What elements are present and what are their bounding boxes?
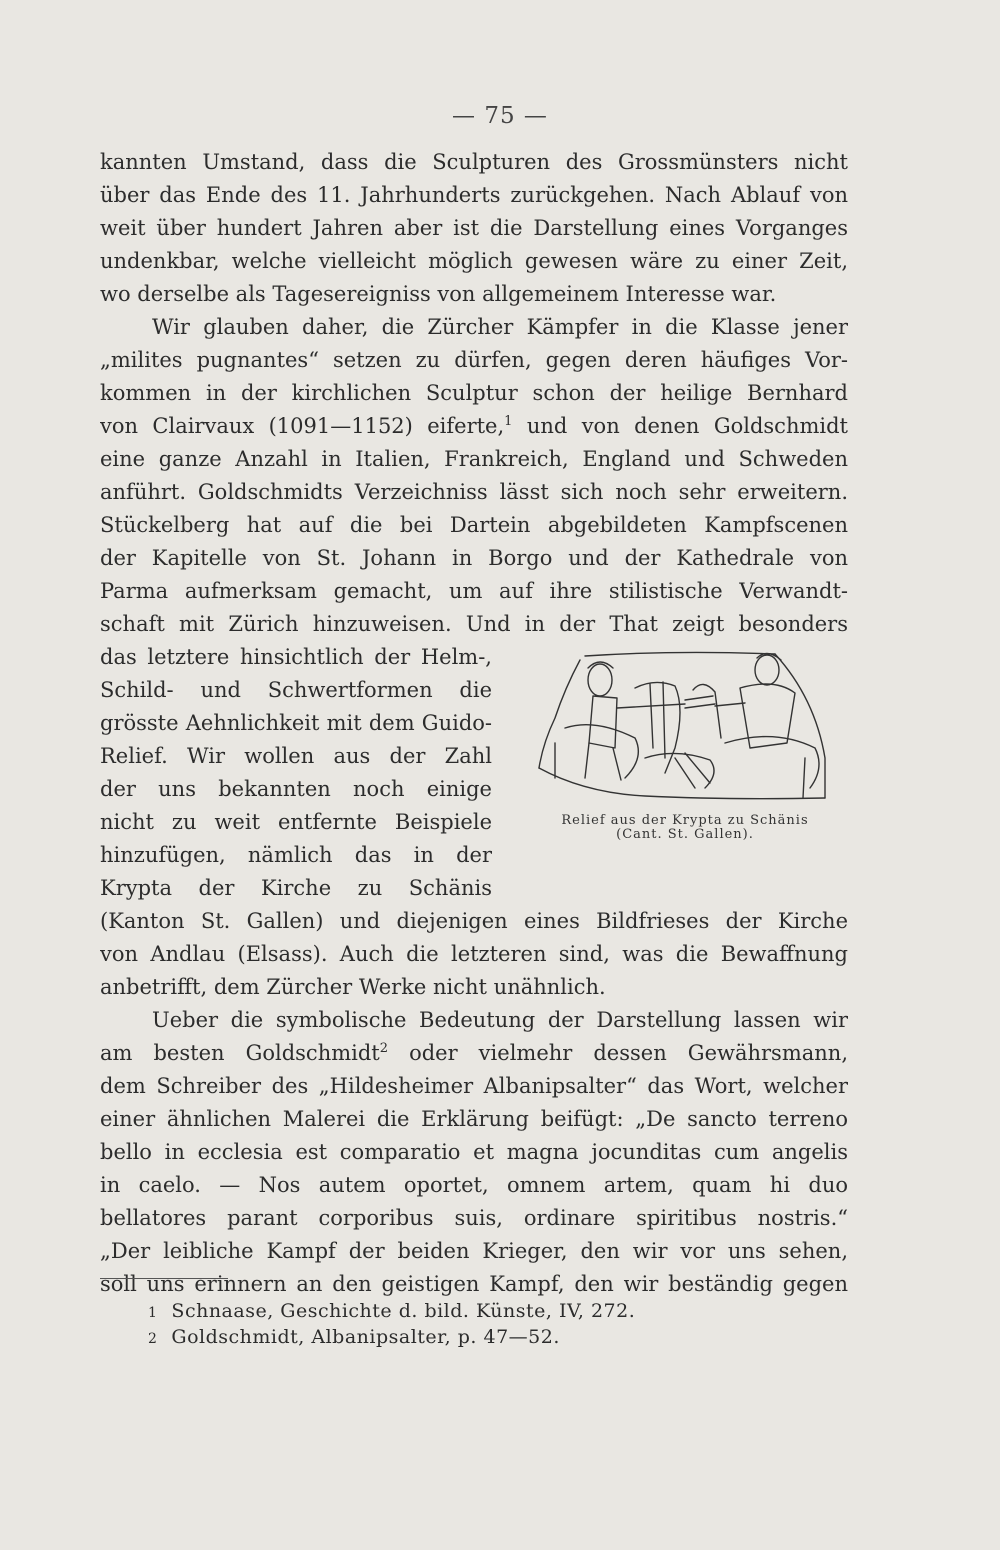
footnote-ref[interactable]: 1 [504, 414, 513, 429]
text-line: über das Ende des 11. Jahrhunderts zurückgehen. Nach Ablauf von [100, 183, 848, 207]
text-segment: und von denen Goldschmidt [526, 414, 848, 438]
text-segment: am besten Goldschmidt [100, 1041, 380, 1065]
text-line: soll uns erinnern an den geistigen Kampf, den wir beständig gegen [100, 1272, 848, 1296]
text-line: der Kapitelle von St. Johann in Borgo und der Kathedrale von [100, 546, 848, 570]
caption-line: Relief aus der Krypta zu Schänis [561, 813, 809, 828]
text-line: bello in ecclesia est comparatio et magna jocunditas cum angelis [100, 1140, 848, 1164]
text-line: anführt. Goldschmidts Verzeichniss lässt sich noch sehr erweitern. [100, 480, 848, 504]
text-line: „milites pugnantes“ setzen zu dürfen, gegen deren häufiges Vor- [100, 348, 848, 372]
text-line: Schild- und Schwertformen die [100, 678, 492, 702]
text-line: weit über hundert Jahren aber ist die Darstellung eines Vorganges [100, 216, 848, 240]
text-line-with-footnote-ref [100, 410, 848, 443]
footnote-mark: 1 [148, 1305, 158, 1321]
footnote-text: Goldschmidt, Albanipsalter, p. 47—52. [171, 1326, 560, 1348]
text-line: Stückelberg hat auf die bei Dartein abgebildeten Kampfscenen [100, 513, 848, 537]
text-line: bellatores parant corporibus suis, ordinare spiritibus nostris.“ [100, 1206, 848, 1230]
text-line: nicht zu weit entfernte Beispiele [100, 810, 492, 834]
text-line: (Kanton St. Gallen) und diejenigen eines Bildfrieses der Kirche [100, 909, 848, 933]
text-line: eine ganze Anzahl in Italien, Frankreich, England und Schweden [100, 447, 848, 471]
text-line: von Andlau (Elsass). Auch die letzteren sind, was die Bewaffnung [100, 942, 848, 966]
text-segment: oder vielmehr dessen Gewährsmann, [409, 1041, 848, 1065]
text-line: Ueber die symbolische Bedeutung der Darstellung lassen wir [152, 1008, 848, 1032]
footnote-divider [100, 1278, 228, 1279]
text-line: Relief. Wir wollen aus der Zahl [100, 744, 492, 768]
text-segment: von Clairvaux (1091—1152) eiferte, [100, 414, 505, 438]
text-line: schaft mit Zürich hinzuweisen. Und in der That zeigt besonders [100, 612, 848, 636]
text-line: kannten Umstand, dass die Sculpturen des Grossmünsters nicht [100, 150, 848, 174]
text-line: wo derselbe als Tagesereigniss von allgemeinem Interesse war. [100, 282, 777, 306]
relief-illustration [525, 648, 845, 808]
text-line: grösste Aehnlichkeit mit dem Guido- [100, 711, 492, 735]
footnote-text: Schnaase, Geschichte d. bild. Künste, IV, 272. [171, 1300, 636, 1322]
text-line: hinzufügen, nämlich das in der [100, 843, 492, 867]
text-line: in caelo. — Nos autem oportet, omnem artem, quam hi duo [100, 1173, 848, 1197]
text-line: der uns bekannten noch einige [100, 777, 492, 801]
text-line: „Der leibliche Kampf der beiden Krieger, den wir vor uns sehen, [100, 1239, 848, 1263]
text-line: das letztere hinsichtlich der Helm-, [100, 645, 492, 669]
text-line: dem Schreiber des „Hildesheimer Albanipsalter“ das Wort, welcher [100, 1074, 848, 1098]
text-line: einer ähnlichen Malerei die Erklärung beifügt: „De sancto terreno [100, 1107, 848, 1131]
text-line: kommen in der kirchlichen Sculptur schon der heilige Bernhard [100, 381, 848, 405]
footnote [148, 1324, 560, 1352]
footnote-mark: 2 [148, 1331, 158, 1347]
figure-caption [520, 814, 850, 842]
text-line: anbetrifft, dem Zürcher Werke nicht unähnlich. [100, 975, 606, 999]
text-line: Krypta der Kirche zu Schänis [100, 876, 492, 900]
text-line-with-footnote-ref [100, 1037, 848, 1070]
text-line: Wir glauben daher, die Zürcher Kämpfer in die Klasse jener [152, 315, 848, 339]
caption-line: (Cant. St. Gallen). [616, 827, 754, 842]
page-number: — 75 — [452, 103, 548, 129]
text-line: Parma aufmerksam gemacht, um auf ihre stilistische Verwandt- [100, 579, 848, 603]
text-line: undenkbar, welche vielleicht möglich gewesen wäre zu einer Zeit, [100, 249, 848, 273]
footnote [148, 1298, 635, 1326]
footnote-ref[interactable]: 2 [379, 1041, 389, 1056]
